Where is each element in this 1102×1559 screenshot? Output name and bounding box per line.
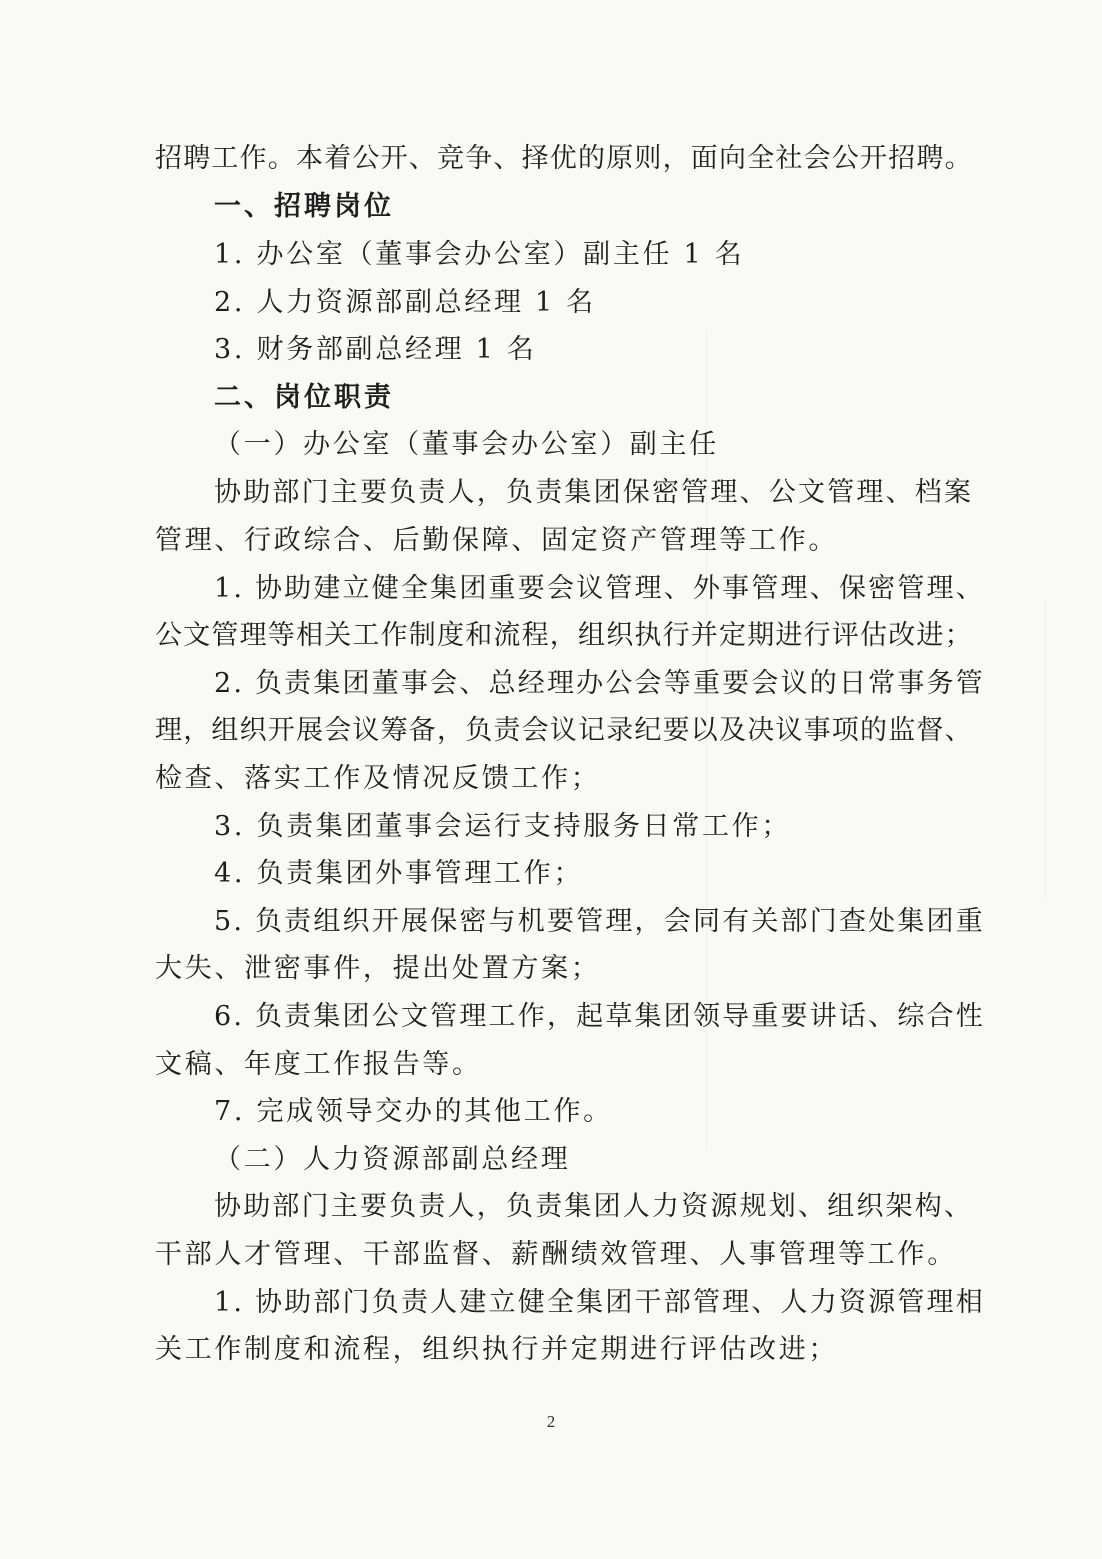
- section-heading-1: 一、招聘岗位: [214, 191, 394, 222]
- list-item: 1. 协助建立健全集团重要会议管理、外事管理、保密管理、: [214, 573, 985, 604]
- list-item: 3. 财务部副总经理 1 名: [214, 334, 537, 365]
- paragraph-line: 大失、泄密事件，提出处置方案；: [155, 953, 601, 984]
- list-item: 3. 负责集团董事会运行支持服务日常工作；: [214, 811, 792, 842]
- paragraph-line: 理，组织开展会议筹备，负责会议记录纪要以及决议事项的监督、: [155, 715, 973, 746]
- paragraph-line: 关工作制度和流程，组织执行并定期进行评估改进；: [155, 1334, 839, 1365]
- list-item: 4. 负责集团外事管理工作；: [214, 858, 584, 889]
- scan-artifact: [1045, 600, 1046, 900]
- paragraph-line: 管理、行政综合、后勤保障、固定资产管理等工作。: [155, 525, 839, 556]
- paragraph-line: 检查、落实工作及情况反馈工作；: [155, 763, 601, 794]
- paragraph-line: 协助部门主要负责人，负责集团人力资源规划、组织架构、: [214, 1191, 974, 1222]
- list-item: 1. 协助部门负责人建立健全集团干部管理、人力资源管理相: [214, 1287, 985, 1318]
- list-item: 2. 人力资源部副总经理 1 名: [214, 287, 596, 318]
- section-heading-2: 二、岗位职责: [214, 382, 394, 413]
- paragraph-line: 协助部门主要负责人，负责集团保密管理、公文管理、档案: [214, 477, 974, 508]
- subsection-heading: （二）人力资源部副总经理: [214, 1144, 571, 1175]
- list-item: 5. 负责组织开展保密与机要管理，会同有关部门查处集团重: [214, 906, 985, 937]
- page-number: 2: [546, 1412, 556, 1431]
- list-item: 6. 负责集团公文管理工作，起草集团领导重要讲话、综合性: [214, 1001, 985, 1032]
- list-item: 7. 完成领导交办的其他工作。: [214, 1096, 613, 1127]
- paragraph-line: 干部人才管理、干部监督、薪酬绩效管理、人事管理等工作。: [155, 1239, 957, 1270]
- paragraph-line: 文稿、年度工作报告等。: [155, 1049, 482, 1080]
- subsection-heading: （一）办公室（董事会办公室）副主任: [214, 429, 719, 460]
- paragraph-line: 公文管理等相关工作制度和流程，组织执行并定期进行评估改进；: [155, 620, 973, 651]
- list-item: 2. 负责集团董事会、总经理办公会等重要会议的日常事务管: [214, 668, 985, 699]
- list-item: 1. 办公室（董事会办公室）副主任 1 名: [214, 239, 745, 270]
- paragraph-line: 招聘工作。本着公开、竞争、择优的原则，面向全社会公开招聘。: [155, 143, 973, 174]
